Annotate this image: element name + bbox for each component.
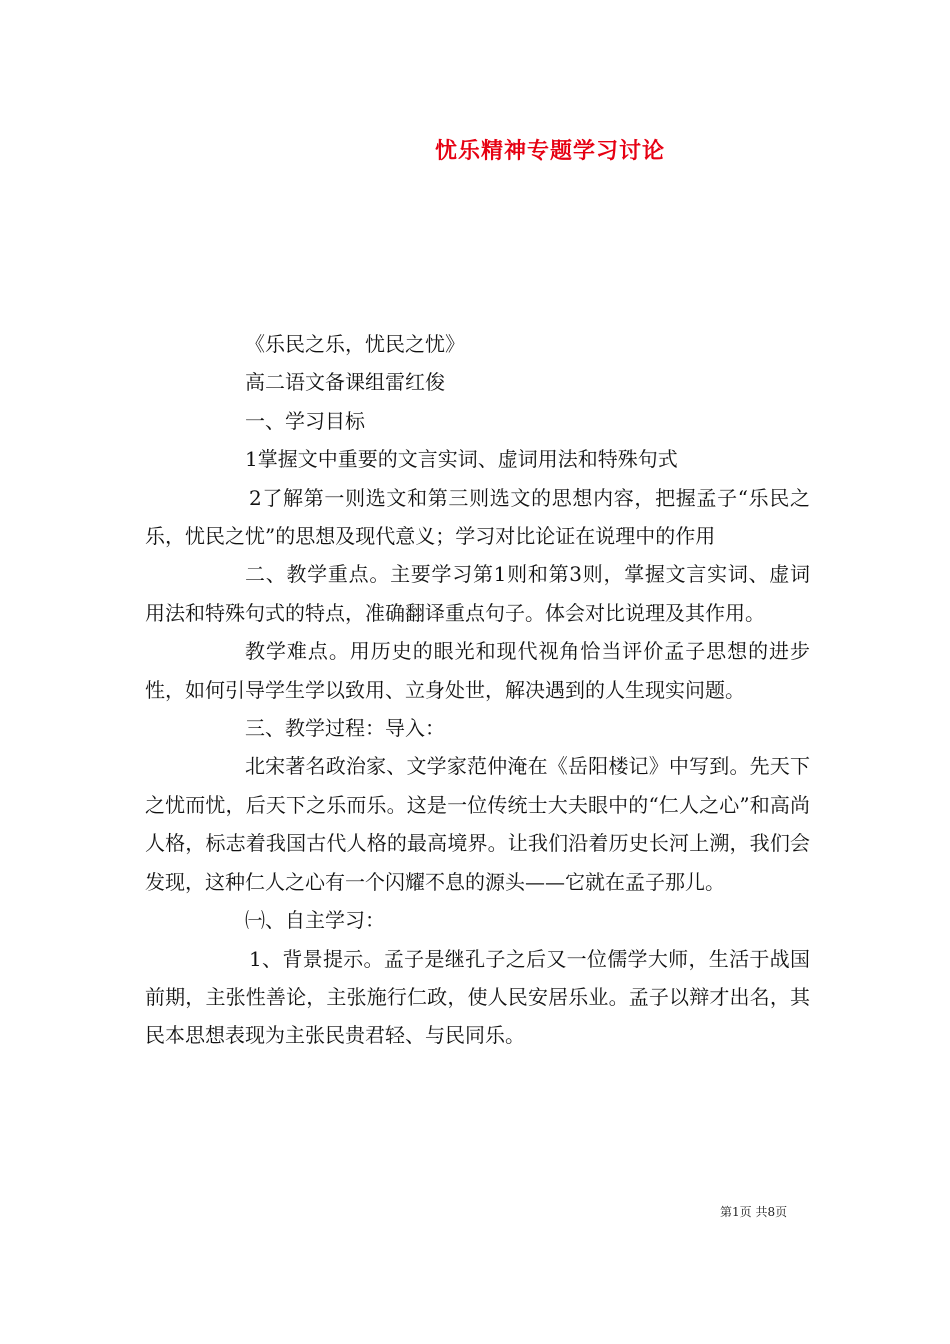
- document-title: 忧乐精神专题学习讨论: [434, 138, 665, 164]
- paragraph-goal-1: 1掌握文中重要的文言实词、虚词用法和特殊句式: [245, 447, 678, 472]
- paragraph-introduction: 北宋著名政治家、文学家范仲淹在《岳阳楼记》中写到。先天下之忧而忧，后天下之乐而乐。这是一位传统士大夫眼中的“仁人之心”和高尚人格，标志着我国古代人格的最高境界。让我们沿着历史长河上溯，我们会发现，这种仁人之心有一个闪耀不息的源头——它就在孟子那儿。: [145, 754, 810, 894]
- document-body: [145, 325, 810, 1055]
- paragraph-goal-2: 2了解第一则选文和第三则选文的思想内容，把握孟子“乐民之乐，忧民之忧”的思想及现代意义；学习对比论证在说理中的作用: [145, 485, 810, 549]
- paragraph-subtitle: 《乐民之乐，忧民之忧》: [245, 332, 465, 356]
- paragraph-key-points: 二、教学重点。主要学习第1则和第3则，掌握文言实词、虚词用法和特殊句式的特点，准确翻译重点句子。体会对比说理及其作用。: [145, 562, 810, 625]
- paragraph-heading-self-study: ㈠、自主学习：: [245, 908, 385, 933]
- page-number: 第1页 共8页: [720, 1205, 788, 1219]
- paragraph-author: 高二语文备课组雷红俊: [245, 370, 445, 395]
- paragraph-background: 1、背景提示。孟子是继孔子之后又一位儒学大师，生活于战国前期，主张性善论，主张施行仁政，使人民安居乐业。孟子以辩才出名，其民本思想表现为主张民贵君轻、与民同乐。: [145, 946, 810, 1048]
- paragraph-heading-process: 三、教学过程：导入：: [245, 716, 445, 741]
- paragraph-difficulties: 教学难点。用历史的眼光和现代视角恰当评价孟子思想的进步性，如何引导学生学以致用、立身处世，解决遇到的人生现实问题。: [145, 639, 810, 702]
- paragraph-heading-goals: 一、学习目标: [245, 408, 365, 433]
